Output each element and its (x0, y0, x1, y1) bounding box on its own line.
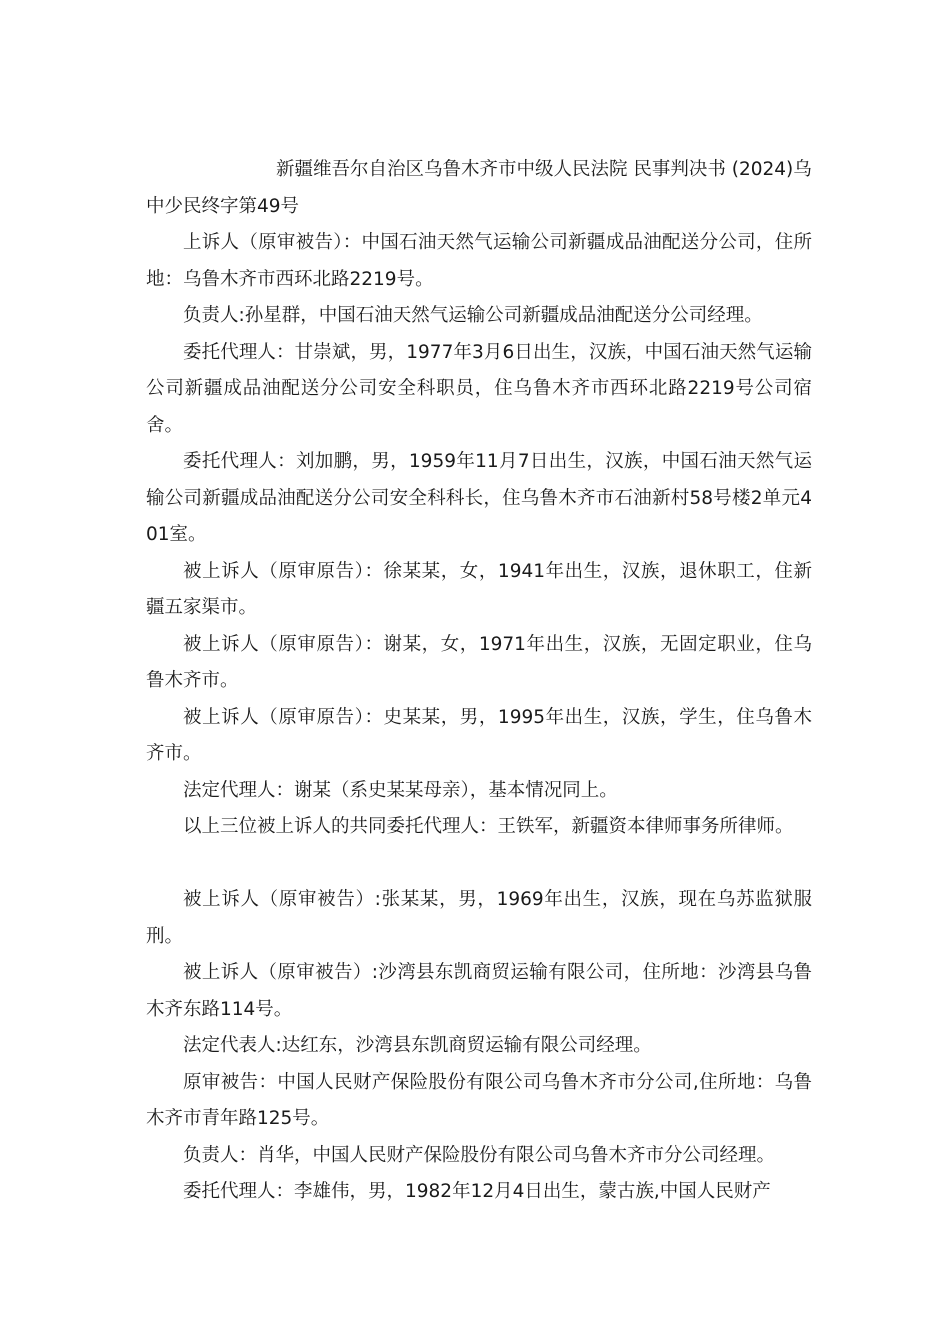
document-body (146, 152, 812, 1211)
appellee-5: 被上诉人（原审被告）:沙湾县东凯商贸运输有限公司，住所地：沙湾县乌鲁木齐东路114号。 (146, 962, 812, 1020)
legal-representative-2: 法定代表人:达红东，沙湾县东凯商贸运输有限公司经理。 (183, 1035, 652, 1056)
appellee-2: 被上诉人（原审原告）：谢某，女，1971年出生，汉族，无固定职业，住乌鲁木齐市。 (146, 633, 812, 691)
appellant-paragraph: 上诉人（原审被告）：中国石油天然气运输公司新疆成品油配送分公司，住所地：乌鲁木齐市西环北路2219号。 (146, 232, 812, 290)
joint-agent-paragraph: 以上三位被上诉人的共同委托代理人：王铁军，新疆资本律师事务所律师。 (183, 816, 794, 837)
appellant-agent-1: 委托代理人：甘崇斌，男，1977年3月6日出生，汉族，中国石油天然气运输公司新疆成品油配送分公司安全科职员，住乌鲁木齐市西环北路2219号公司宿舍。 (146, 341, 812, 436)
original-defendant-responsible: 负责人：肖华，中国人民财产保险股份有限公司乌鲁木齐市分公司经理。 (183, 1144, 776, 1166)
original-defendant: 原审被告：中国人民财产保险股份有限公司乌鲁木齐市分公司,住所地：乌鲁木齐市青年路125号。 (146, 1071, 812, 1129)
appellee-3: 被上诉人（原审原告）：史某某，男，1995年出生，汉族，学生，住乌鲁木齐市。 (146, 706, 812, 764)
blank-line (146, 846, 812, 883)
appellee-4: 被上诉人（原审被告）:张某某，男，1969年出生，汉族，现在乌苏监狱服刑。 (146, 889, 812, 947)
legal-representative-paragraph: 法定代理人：谢某（系史某某母亲），基本情况同上。 (183, 779, 618, 801)
appellant-agent-2: 委托代理人：刘加鹏，男，1959年11月7日出生，汉族，中国石油天然气运输公司新疆成品油配送分公司安全科科长，住乌鲁木齐市石油新村58号楼2单元401室。 (146, 451, 812, 545)
appellant-responsible-person: 负责人:孙星群，中国石油天然气运输公司新疆成品油配送分公司经理。 (183, 305, 763, 326)
original-defendant-agent: 委托代理人：李雄伟，男，1982年12月4日出生，蒙古族,中国人民财产 (183, 1181, 771, 1202)
document-title: 新疆维吾尔自治区乌鲁木齐市中级人民法院 民事判决书 (2024)乌中少民终字第49号 (146, 159, 812, 217)
appellee-1: 被上诉人（原审原告）：徐某某，女，1941年出生，汉族，退休职工，住新疆五家渠市。 (146, 560, 812, 618)
